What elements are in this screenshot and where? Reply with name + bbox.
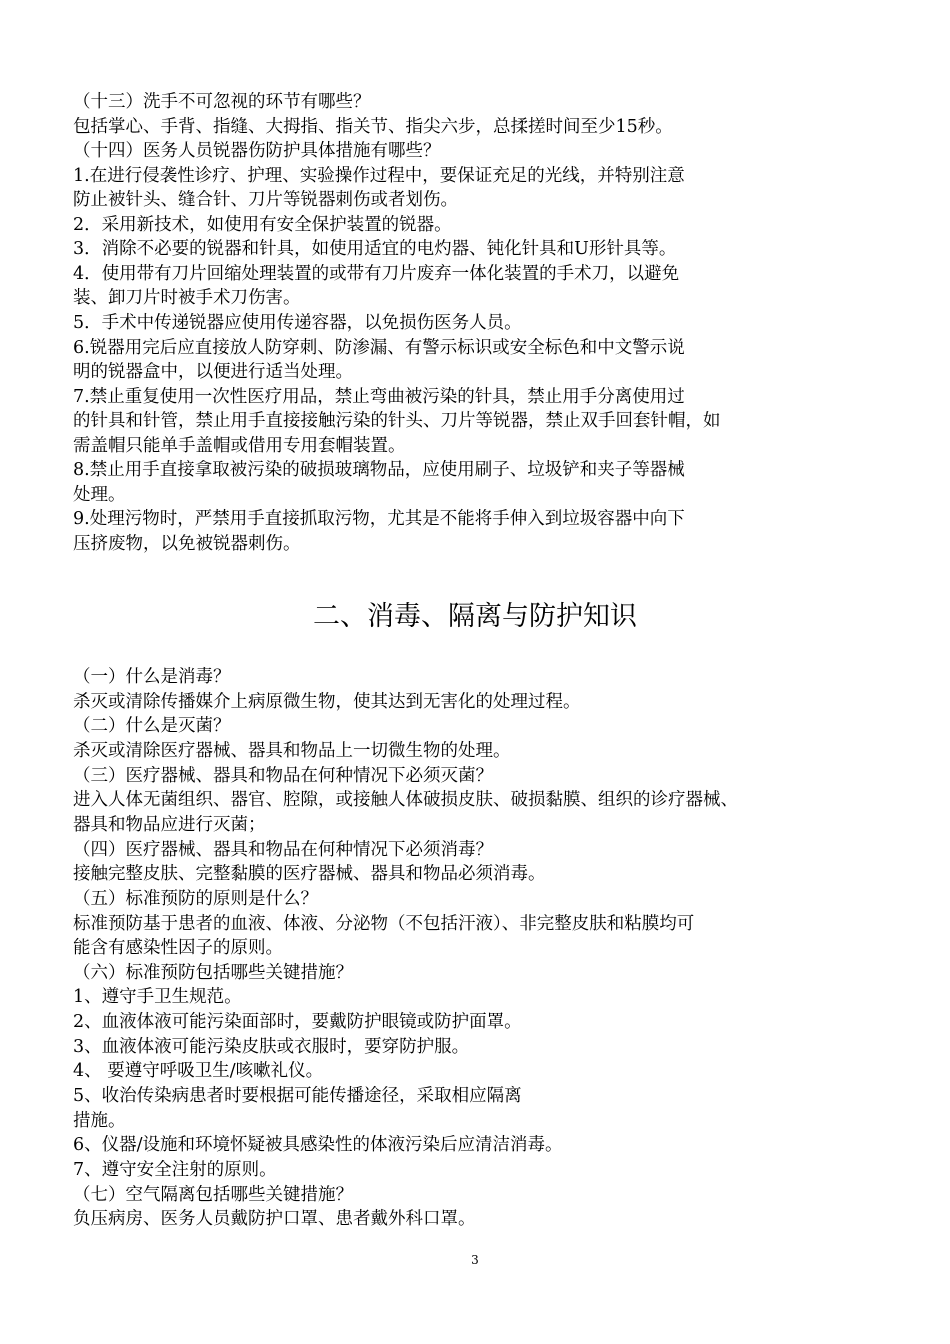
section2-line: 4、 要遵守呼吸卫生/咳嗽礼仪。 bbox=[73, 1061, 324, 1082]
section-heading: 二、消毒、隔离与防护知识 bbox=[313, 601, 637, 632]
section2-line: 3、血液体液可能污染皮肤或衣服时，要穿防护服。 bbox=[73, 1036, 470, 1057]
section2-line: （六）标准预防包括哪些关键措施？ bbox=[73, 962, 353, 983]
section2-line: 进入人体无菌组织、器官、腔隙，或接触人体破损皮肤、破损黏膜、组织的诊疗器械、 bbox=[73, 790, 738, 811]
section2-line: 杀灭或清除医疗器械、器具和物品上一切微生物的处理。 bbox=[73, 740, 511, 761]
page-number: 3 bbox=[471, 1253, 479, 1267]
section1-line: 1.在进行侵袭性诊疗、护理、实验操作过程中，要保证充足的光线，并特别注意 bbox=[73, 165, 685, 186]
section2-line: （七）空气隔离包括哪些关键措施？ bbox=[73, 1184, 353, 1205]
section2-line: （二）什么是灭菌？ bbox=[73, 716, 231, 737]
section1-line: 装、卸刀片时被手术刀伤害。 bbox=[73, 288, 301, 309]
section2-line: 负压病房、医务人员戴防护口罩、患者戴外科口罩。 bbox=[73, 1209, 476, 1230]
section2-line: 接触完整皮肤、完整黏膜的医疗器械、器具和物品必须消毒。 bbox=[73, 864, 546, 885]
section1-line: （十三）洗手不可忽视的环节有哪些？ bbox=[73, 92, 371, 112]
section1-line: 6.锐器用完后应直接放人防穿刺、防渗漏、有警示标识或安全标色和中文警示说 bbox=[73, 337, 685, 358]
section2-line: 5、收治传染病患者时要根据可能传播途径，采取相应隔离 bbox=[73, 1086, 522, 1107]
section2-line: 标准预防基于患者的血液、体液、分泌物（不包括汗液）、非完整皮肤和粘膜均可 bbox=[73, 913, 695, 934]
section2-line: （四）医疗器械、器具和物品在何种情况下必须消毒？ bbox=[73, 839, 493, 860]
section2-line: 2、血液体液可能污染面部时，要戴防护眼镜或防护面罩。 bbox=[73, 1012, 522, 1033]
section2-line: （一）什么是消毒？ bbox=[73, 667, 231, 687]
section1-line: 包括掌心、手背、指缝、大拇指、指关节、指尖六步，总揉搓时间至少15秒。 bbox=[73, 116, 673, 137]
section1-line: 3．消除不必要的锐器和针具，如使用适宜的电灼器、钝化针具和U形针具等。 bbox=[73, 239, 677, 260]
section1-line: 需盖帽只能单手盖帽或借用专用套帽装置。 bbox=[73, 435, 406, 456]
section1-line: 2．采用新技术，如使用有安全保护装置的锐器。 bbox=[73, 214, 452, 235]
section2-line: （三）医疗器械、器具和物品在何种情况下必须灭菌？ bbox=[73, 765, 493, 786]
section1-line: 的针具和针管，禁止用手直接接触污染的针头、刀片等锐器，禁止双手回套针帽，如 bbox=[73, 411, 721, 432]
section1-line: 9.处理污物时，严禁用手直接抓取污物，尤其是不能将手伸入到垃圾容器中向下 bbox=[73, 509, 685, 530]
section2-line: 器具和物品应进行灭菌； bbox=[73, 814, 266, 835]
section1-line: 5．手术中传递锐器应使用传递容器，以免损伤医务人员。 bbox=[73, 312, 522, 333]
section2-line: 措施。 bbox=[73, 1110, 126, 1131]
section2-line: 杀灭或清除传播媒介上病原微生物，使其达到无害化的处理过程。 bbox=[73, 691, 581, 712]
section2-line: 7、遵守安全注射的原则。 bbox=[73, 1160, 277, 1180]
section2-line: 6、仪器/设施和环境怀疑被具感染性的体液污染后应清洁消毒。 bbox=[73, 1135, 563, 1156]
section1-line: 4．使用带有刀片回缩处理装置的或带有刀片废弃一体化装置的手术刀，以避免 bbox=[73, 263, 680, 284]
section1-line: （十四）医务人员锐器伤防护具体措施有哪些？ bbox=[73, 141, 441, 162]
section1-line: 7.禁止重复使用一次性医疗用品，禁止弯曲被污染的针具，禁止用手分离使用过 bbox=[73, 386, 685, 407]
section1-line: 8.禁止用手直接拿取被污染的破损玻璃物品，应使用刷子、垃圾铲和夹子等器械 bbox=[73, 460, 685, 481]
section1-line: 处理。 bbox=[73, 484, 126, 505]
section1-line: 压挤废物，以免被锐器刺伤。 bbox=[73, 533, 301, 554]
section1-line: 防止被针头、缝合针、刀片等锐器刺伤或者划伤。 bbox=[73, 190, 458, 211]
section2-line: 1、遵守手卫生规范。 bbox=[73, 987, 242, 1008]
section2-line: 能含有感染性因子的原则。 bbox=[73, 938, 283, 959]
section2-line: （五）标准预防的原则是什么？ bbox=[73, 888, 318, 909]
section1-line: 明的锐器盒中，以便进行适当处理。 bbox=[73, 362, 353, 383]
